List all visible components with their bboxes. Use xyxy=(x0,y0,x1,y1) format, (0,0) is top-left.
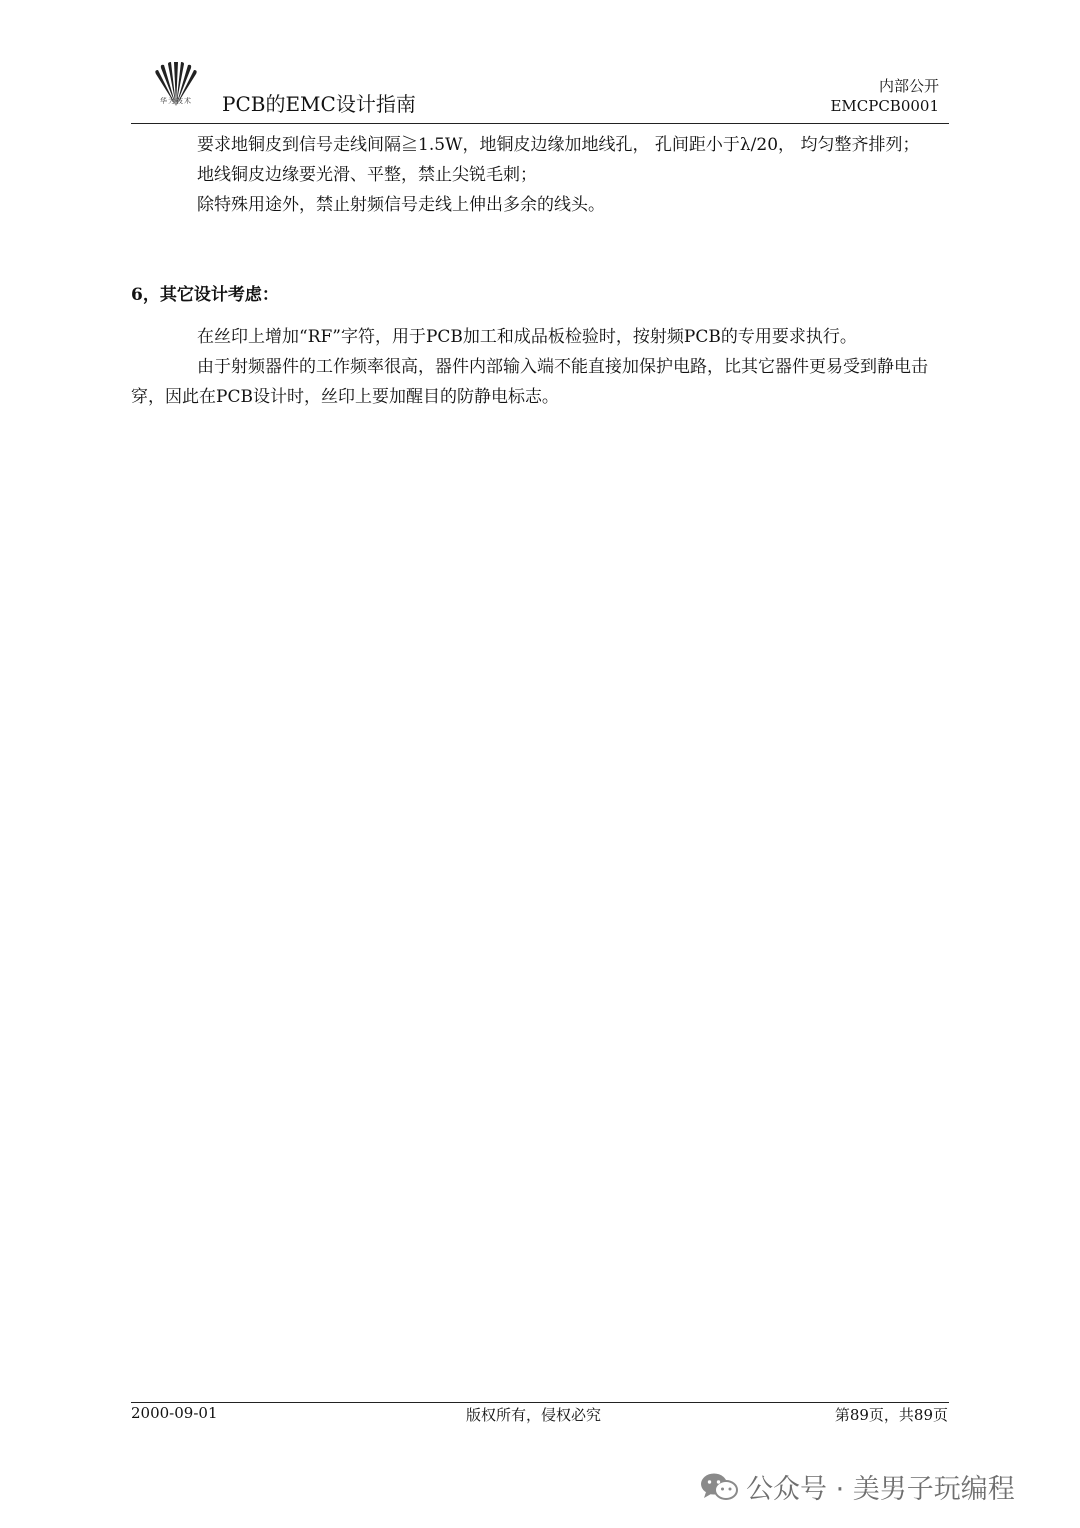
footer-page-number: 第89页，共89页 xyxy=(834,1406,948,1424)
footer-divider xyxy=(131,1402,949,1403)
paragraph: 在丝印上增加“RF”字符，用于PCB加工和成品板检验时，按射频PCB的专用要求执行。 xyxy=(197,327,857,347)
paragraph: 除特殊用途外，禁止射频信号走线上伸出多余的线头。 xyxy=(197,195,605,215)
classification-label: 内部公开 xyxy=(878,77,939,95)
document-body xyxy=(131,130,949,412)
header-divider xyxy=(131,123,949,124)
logo-text: 华为技术 xyxy=(160,97,192,105)
watermark-text: 公众号 · 美男子玩编程 xyxy=(746,1474,1015,1505)
document-id: EMCPCB0001 xyxy=(830,97,939,115)
paragraph: 地线铜皮边缘要光滑、平整，禁止尖锐毛刺； xyxy=(197,165,537,185)
paragraph: 由于射频器件的工作频率很高，器件内部输入端不能直接加保护电路，比其它器件更易受到静电击穿，因此在PCB设计时，丝印上要加醒目的防静电标志。 xyxy=(131,357,928,407)
footer-copyright: 版权所有，侵权必究 xyxy=(466,1406,602,1424)
paragraph: 要求地铜皮到信号走线间隔≧1.5W，地铜皮边缘加地线孔， 孔间距小于λ/20， 均匀整齐排列； xyxy=(197,135,920,155)
section-heading: 6，其它设计考虑： xyxy=(131,285,279,305)
document-title: PCB的EMC设计指南 xyxy=(222,92,416,116)
wechat-icon xyxy=(700,1472,738,1502)
footer-date: 2000-09-01 xyxy=(131,1404,218,1422)
watermark xyxy=(700,1467,1015,1506)
header-meta xyxy=(830,76,939,116)
